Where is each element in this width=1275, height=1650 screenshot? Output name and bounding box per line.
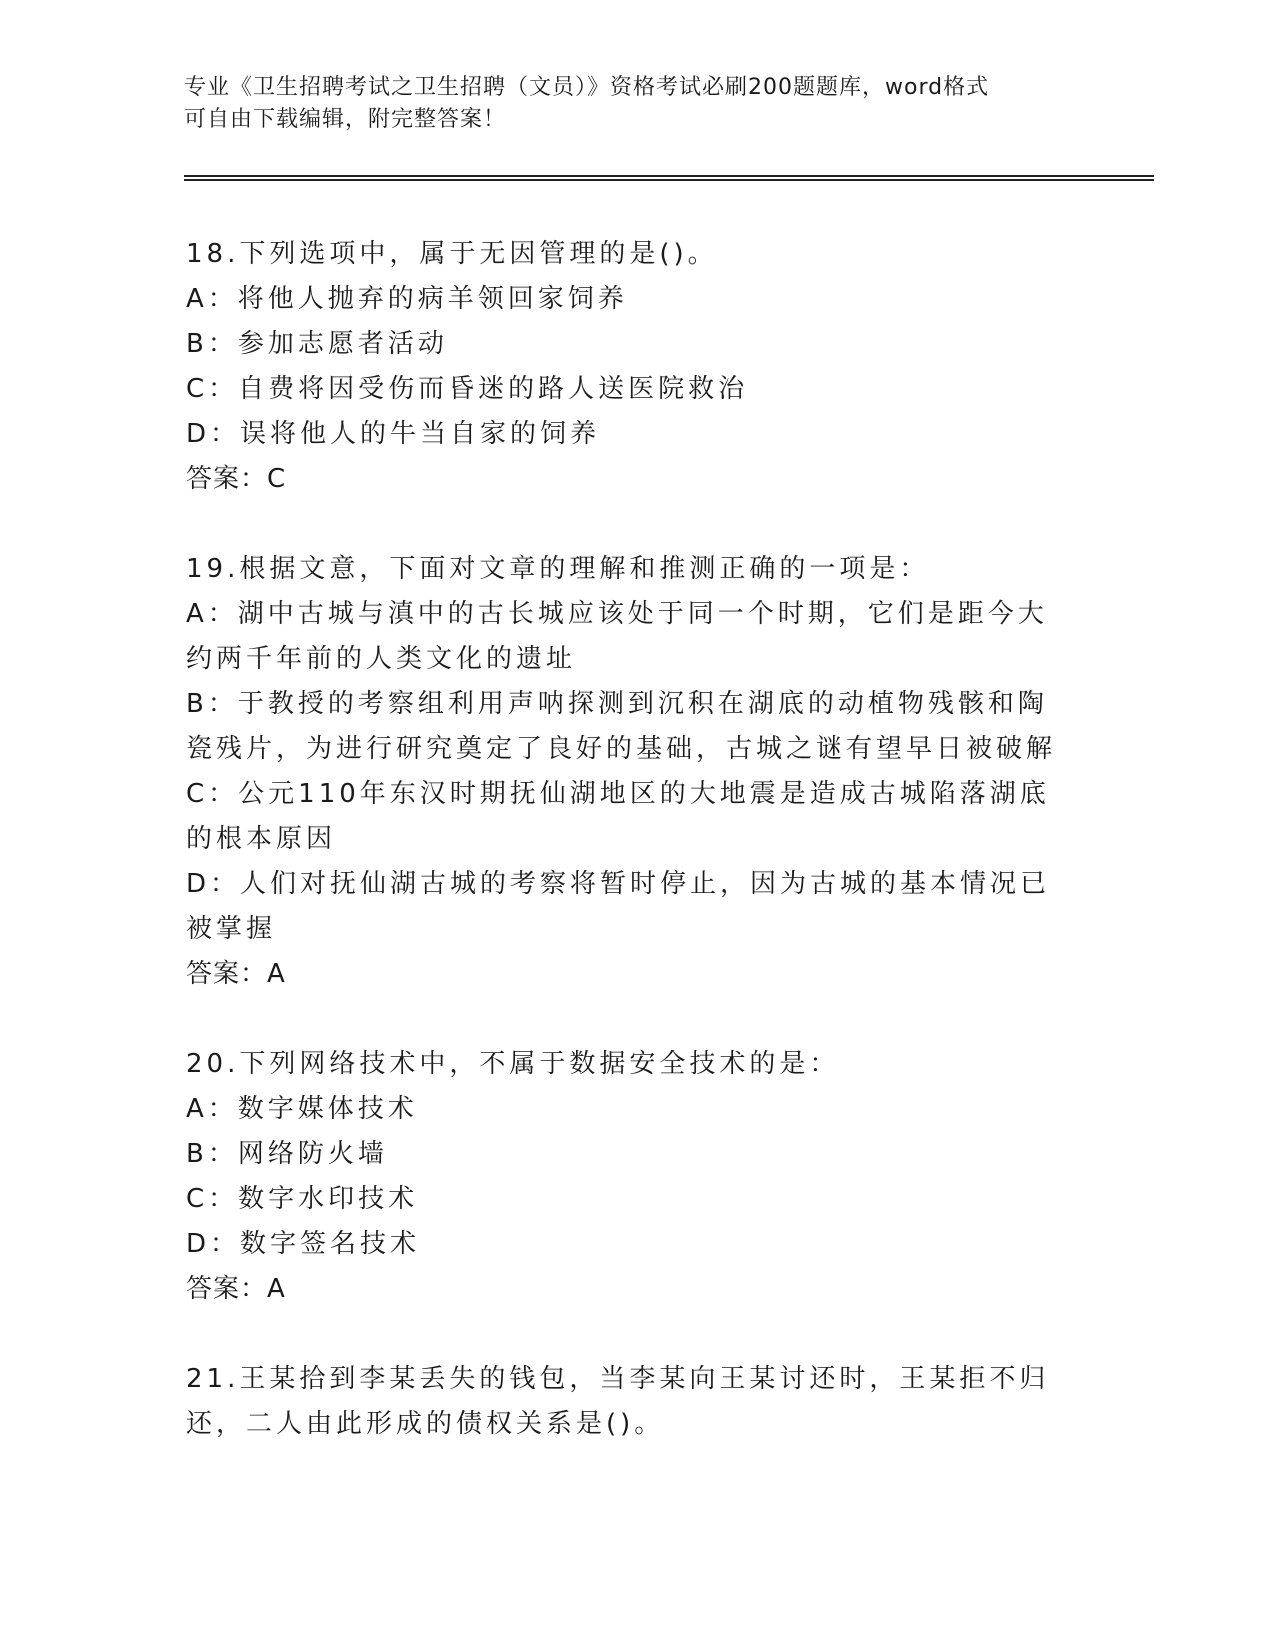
option-c: C：公元110年东汉时期抚仙湖地区的大地震是造成古城陷落湖底的根本原因: [186, 779, 1050, 854]
question-20: [186, 1042, 1066, 1312]
question-stem: 19.根据文意，下面对文章的理解和推测正确的一项是：: [186, 554, 930, 584]
question-18: [186, 232, 1066, 502]
option-d: D：误将他人的牛当自家的饲养: [186, 419, 601, 449]
question-21: [186, 1357, 1066, 1447]
question-19: [186, 547, 1066, 997]
answer: 答案：C: [186, 464, 287, 494]
header-line-1: 专业《卫生招聘考试之卫生招聘（文员）》资格考试必刷200题题库，word格式: [184, 75, 990, 100]
answer: 答案：A: [186, 1274, 286, 1304]
option-a: A：数字媒体技术: [186, 1094, 418, 1124]
option-b: B：参加志愿者活动: [186, 329, 448, 359]
question-stem: 20.下列网络技术中，不属于数据安全技术的是：: [186, 1049, 840, 1079]
option-b: B：于教授的考察组利用声呐探测到沉积在湖底的动植物残骸和陶瓷残片，为进行研究奠定了良好的基础，古城之谜有望早日被破解: [186, 689, 1057, 764]
option-a: A：将他人抛弃的病羊领回家饲养: [186, 284, 628, 314]
header-line-2: 可自由下载编辑，附完整答案！: [184, 107, 507, 132]
option-d: D：人们对抚仙湖古城的考察将暂时停止，因为古城的基本情况已被掌握: [186, 869, 1051, 944]
option-c: C：数字水印技术: [186, 1184, 419, 1214]
option-d: D：数字签名技术: [186, 1229, 421, 1259]
option-b: B：网络防火墙: [186, 1139, 388, 1169]
question-list: [186, 232, 1066, 1492]
option-c: C：自费将因受伤而昏迷的路人送医院救治: [186, 374, 749, 404]
question-stem: 18.下列选项中，属于无因管理的是()。: [186, 239, 718, 269]
header-divider: [184, 175, 1154, 181]
answer: 答案：A: [186, 959, 286, 989]
document-header: [184, 72, 1064, 136]
option-a: A：湖中古城与滇中的古长城应该处于同一个时期，它们是距今大约两千年前的人类文化的遗址: [186, 599, 1048, 674]
question-stem: 21.王某拾到李某丢失的钱包，当李某向王某讨还时，王某拒不归还，二人由此形成的债权关系是()。: [186, 1364, 1050, 1439]
